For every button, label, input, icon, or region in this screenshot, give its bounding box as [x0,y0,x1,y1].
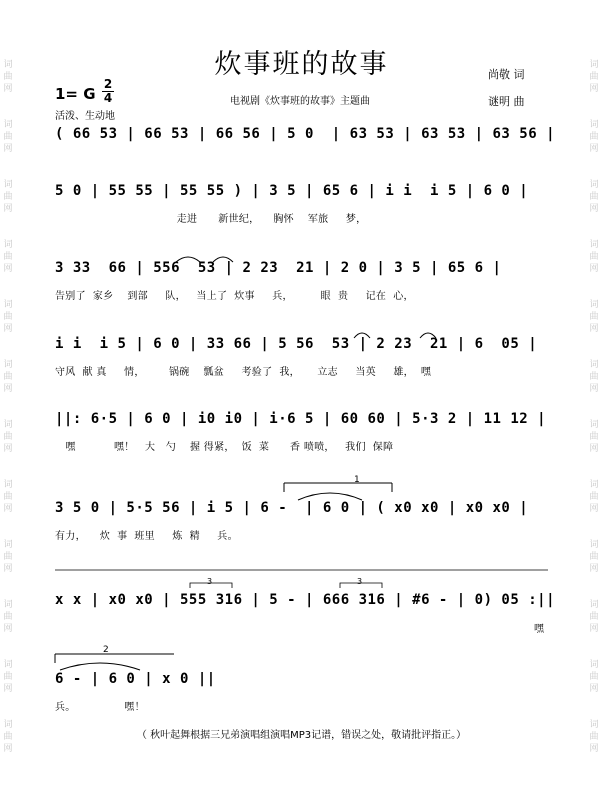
watermark-char: 词 [3,180,13,190]
notes-line-5: ||: 6·5 | 6 0 | i0 i0 | i·6 5 | 60 60 | 5·3 2 | 11 12 | [55,411,547,427]
watermark-char: 网 [589,84,599,94]
watermark-char: 网 [589,144,599,154]
subtitle: 电视剧《炊事班的故事》主题曲 [230,96,370,107]
watermark-char: 词 [3,60,13,70]
lyrics-line-5: 嘿 嘿！ 大 勺 握 得紧， 饭 菜 香 喷喷， 我们 保障 [55,442,394,453]
watermark-char: 曲 [589,732,599,742]
watermark-char: 曲 [589,72,599,82]
watermark-char: 曲 [3,372,13,382]
watermark-char: 曲 [589,132,599,142]
watermark-char: 词 [3,720,13,730]
watermark-char: 网 [3,384,13,394]
watermark-char: 词 [3,600,13,610]
watermark-char: 曲 [3,552,13,562]
triplet-mark-2 [340,577,382,588]
watermark-char: 词 [3,420,13,430]
watermark-char: 曲 [3,432,13,442]
notes-line-3: 3 33 66 | 556 53 | 2 23 21 | 2 0 | 3 5 | 65 6 | [55,260,502,276]
volta-bracket-1 [284,475,392,492]
lyrics-line-8: 兵。 嘿！ [55,702,145,713]
watermark-char: 曲 [3,312,13,322]
watermark-char: 网 [3,624,13,634]
watermark-char: 曲 [589,192,599,202]
watermark-char: 网 [589,624,599,634]
notes-line-6: 3 5 0 | 5·5 56 | i 5 | 6 - | 6 0 | ( x0 x0 | x0 x0 | [55,500,529,516]
watermark-char: 网 [3,444,13,454]
watermark-char: 曲 [3,72,13,82]
svg-text:3: 3 [207,577,213,586]
lyrics-line-4: 守风 献 真 情， 锅碗 瓢盆 考验了 我， 立志 当英 雄， 嘿 [55,367,432,378]
notes-line-4: i i i 5 | 6 0 | 33 66 | 5 56 53 | 2 23 21 | 6 05 | [55,336,538,352]
watermark-char: 词 [589,60,599,70]
watermark-char: 网 [3,264,13,274]
watermark-char: 曲 [589,552,599,562]
volta-number-2: 2 [103,645,109,655]
meter-bottom: 4 [103,91,113,105]
lyricist-credit: 尚敬 词 [488,68,525,81]
notes-line-7: x x | x0 x0 | 555 316 | 5 - | 666 316 | #6 - | 0) 05 :|| [55,592,556,608]
watermark-char: 曲 [3,492,13,502]
watermark-char: 词 [589,180,599,190]
watermark-char: 词 [3,360,13,370]
watermark-char: 词 [589,660,599,670]
watermark-char: 曲 [3,672,13,682]
watermark-char: 曲 [589,492,599,502]
watermark-char: 曲 [589,252,599,262]
interjection-end: 嘿 [534,624,544,635]
key-signature: 1= G [55,85,96,103]
slur [298,493,362,500]
watermark-char: 网 [3,204,13,214]
meter-top: 2 [103,77,113,91]
lyrics-line-6: 有力， 炊 事 班里 炼 精 兵。 [55,531,238,542]
watermark-char: 网 [589,324,599,334]
watermark-char: 曲 [589,612,599,622]
watermark-char: 词 [589,120,599,130]
composer-credit: 谜明 曲 [488,95,525,108]
watermark-char: 网 [589,744,599,754]
slur [60,663,140,670]
notes-line-8: 6 - | 6 0 | x 0 || [55,671,216,687]
watermark-char: 网 [3,684,13,694]
watermark-char: 网 [3,144,13,154]
footer-note: （ 秋叶起舞根据三兄弟演唱组演唱MP3记谱，错误之处，敬请批评指正。） [136,730,467,741]
watermark-char: 网 [3,504,13,514]
time-signature [100,78,116,105]
watermark-char: 曲 [3,192,13,202]
volta-bracket-2 [55,645,174,663]
watermark-char: 词 [589,600,599,610]
triplet-mark-1 [190,577,232,588]
watermark-char: 网 [3,564,13,574]
watermark-char: 曲 [3,252,13,262]
watermark-char: 曲 [589,432,599,442]
tempo-marking: 活泼、生动地 [55,111,115,122]
watermark-char: 网 [589,564,599,574]
watermark-char: 网 [589,504,599,514]
watermark-char: 词 [3,540,13,550]
watermark-char: 词 [589,480,599,490]
watermark-char: 词 [589,420,599,430]
watermark-char: 词 [589,300,599,310]
watermark-char: 词 [589,540,599,550]
svg-text:3: 3 [357,577,363,586]
watermark-char: 网 [589,444,599,454]
watermark-char: 曲 [3,612,13,622]
lyrics-line-2: 走进 新世纪， 胸怀 军旅 梦， [55,214,367,225]
notes-line-2: 5 0 | 55 55 | 55 55 ) | 3 5 | 65 6 | i i i 5 | 6 0 | [55,183,529,199]
watermark-char: 曲 [589,312,599,322]
watermark-char: 网 [589,264,599,274]
watermark-char: 曲 [589,672,599,682]
watermark-char: 网 [3,84,13,94]
watermark-char: 词 [3,300,13,310]
volta-number-1: 1 [354,475,360,485]
watermark-char: 网 [589,204,599,214]
watermark-char: 词 [589,720,599,730]
watermark-char: 词 [3,240,13,250]
watermark-char: 网 [589,384,599,394]
watermark-char: 词 [3,660,13,670]
watermark-char: 曲 [3,132,13,142]
lyrics-line-3: 告别了 家乡 到部 队， 当上了 炊事 兵， 眼 贵 记在 心， [55,291,414,302]
watermark-char: 词 [3,480,13,490]
watermark-char: 网 [3,744,13,754]
watermark-char: 曲 [589,372,599,382]
song-title: 炊事班的故事 [214,49,389,80]
watermark-char: 词 [589,360,599,370]
watermark-char: 网 [3,324,13,334]
watermark-char: 曲 [3,732,13,742]
watermark-char: 词 [589,240,599,250]
notes-line-1: ( 66 53 | 66 53 | 66 56 | 5 0 | 63 53 | 63 53 | 63 56 | [55,126,556,142]
watermark-char: 词 [3,120,13,130]
watermark-char: 网 [589,684,599,694]
